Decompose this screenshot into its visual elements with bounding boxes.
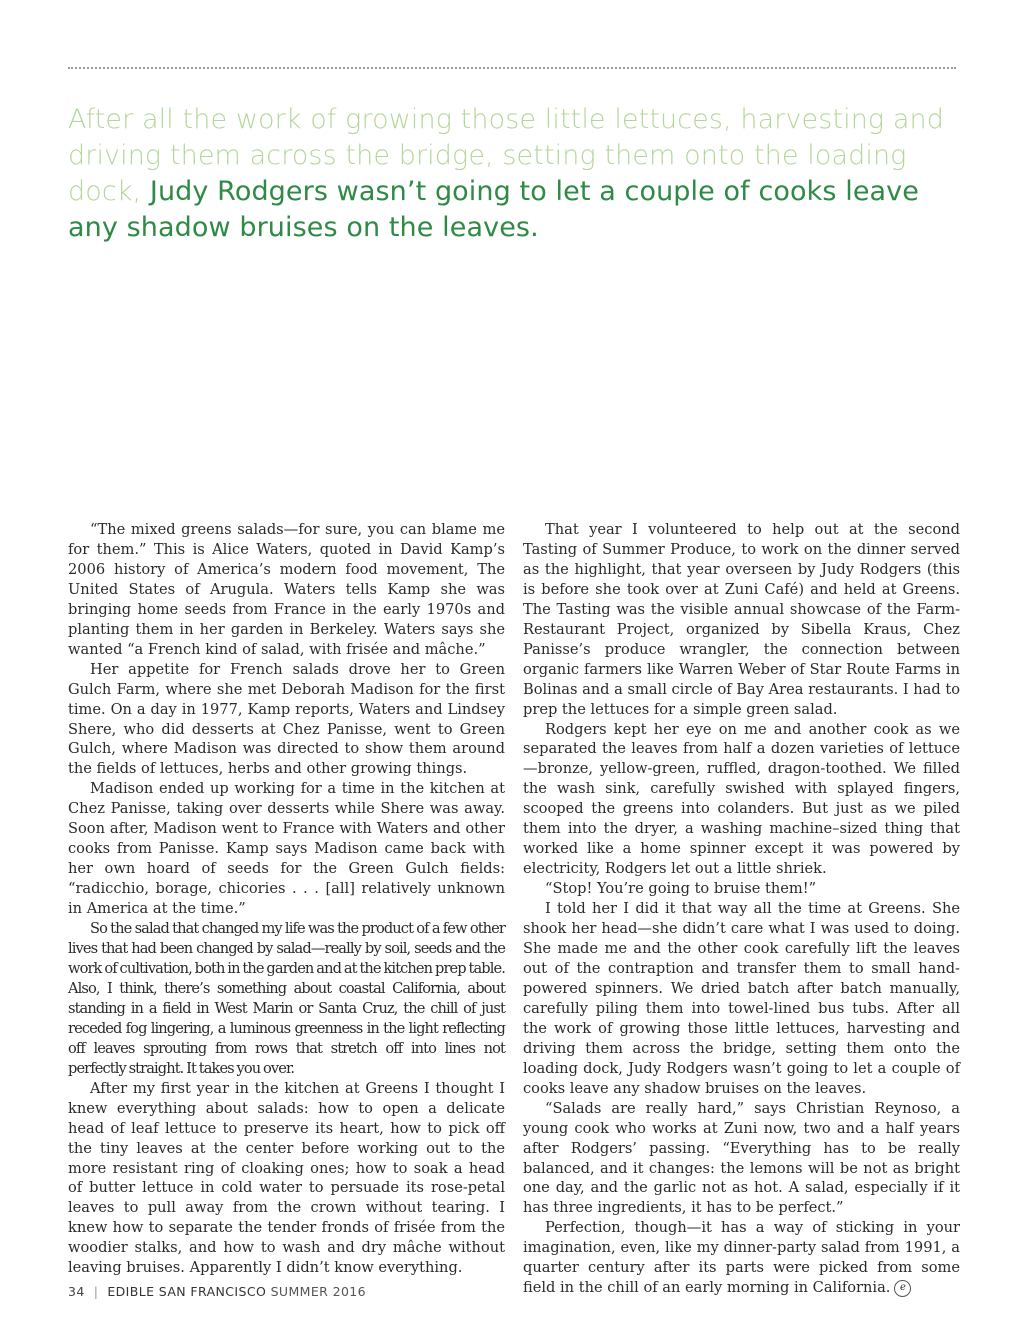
article-paragraph: Rodgers kept her eye on me and another cook as we separated the leaves from half a dozen varieties of lettuce—bronze, yellow-green, ruffled, dragon-toothed. We filled the wash sink, carefully swished with splayed fingers, scooped the greens into colanders. But just as we piled them into the dryer, a washing machine–sized thing that worked like a home spinner except it was powered by electricity, Rodgers let out a little shriek. (523, 720, 960, 878)
publication-name: EDIBLE SAN FRANCISCO (107, 1284, 267, 1299)
article-paragraph-final (523, 1218, 960, 1298)
article-paragraph: After my first year in the kitchen at Greens I thought I knew everything about salads: how to open a delicate head of leaf lettuce to preserve its heart, how to pick off the tiny leaves at the center before working out to the more resistant ring of cloaking ones; how to soak a head of butter lettuce in cold water to persuade its rose-petal leaves to pull away from the crown without tearing. I knew how to separate the tender fronds of frisée from the woodier stalks, and how to wash and dry mâche without leaving bruises. Apparently I didn’t know everything. (68, 1079, 505, 1277)
article-paragraph: “Stop! You’re going to bruise them!” (545, 880, 817, 898)
article-paragraph: “The mixed greens salads—for sure, you can blame me for them.” This is Alice Waters, quoted in David Kamp’s 2006 history of America’s modern food movement, The United States of Arugula. Waters tells Kamp she was bringing home seeds from France in the early 1970s and planting them in her garden in Berkeley. Waters says she wanted “a French kind of salad, with frisée and mâche.” (68, 521, 505, 658)
pull-quote-dark-text: Judy Rodgers wasn’t going to let a couple of cooks leave any shadow bruises on the leaves. (68, 176, 919, 243)
pull-quote (68, 102, 958, 246)
article-paragraph: Madison ended up working for a time in the kitchen at Chez Panisse, taking over desserts while Shere was away. Soon after, Madison went to France with Waters and other cooks from Panisse. Kamp says Madison came back with her own hoard of seeds for the Green Gulch fields: “radicchio, borage, chicories . . . [all] relatively unknown in America at the time.” (68, 780, 505, 918)
footer-separator: | (93, 1284, 99, 1299)
article-column-right (523, 520, 960, 1298)
final-paragraph-text: Perfection, though—it has a way of sticking in your imagination, even, like my dinner-party salad from 1991, a quarter century after its parts were picked from some field in the chill of an early morning in California. (523, 1219, 960, 1297)
article-paragraph: So the salad that changed my life was the product of a few other lives that had been changed by salad—really by soil, seeds and the work of cultivation, both in the garden and at the kitchen prep table. Also, I think, there’s something about coastal California, about standing in a field in West Marin or Santa Cruz, the chill of just receded fog lingering, a luminous greenness in the light reflecting off leaves sprouting from rows that stretch off into lines not perfectly straight. It takes you over. (68, 920, 505, 1077)
dotted-divider (68, 67, 956, 69)
pull-quote-light-text: After all the work of growing those little lettuces, harvesting and driving them across the bridge, setting them onto the loading dock, (68, 104, 945, 207)
article-column-left (68, 520, 505, 1278)
end-mark-icon: e (894, 1280, 911, 1297)
article-paragraph: Her appetite for French salads drove her to Green Gulch Farm, where she met Deborah Madison for the first time. On a day in 1977, Kamp reports, Waters and Lindsey Shere, who did desserts at Chez Panisse, went to Green Gulch, where Madison was directed to show them around the fields of lettuces, herbs and other growing things. (68, 660, 505, 778)
article-paragraph: That year I volunteered to help out at the second Tasting of Summer Produce, to work on the dinner served as the highlight, that year overseen by Judy Rodgers (this is before she took over at Zuni Café) and held at Greens. The Tasting was the visible annual showcase of the Farm-Restaurant Project, organized by Sibella Kraus, Chez Panisse’s produce wrangler, the connection between organic farmers like Warren Weber of Star Route Farms in Bolinas and a small circle of Bay Area restaurants. I had to prep the lettuces for a simple green salad. (523, 521, 960, 718)
issue-date: SUMMER 2016 (270, 1284, 366, 1299)
article-paragraph: I told her I did it that way all the time at Greens. She shook her head—she didn’t care what I was used to doing. She made me and the other cook carefully lift the leaves out of the contraption and transfer them to small hand-powered spinners. We dried batch after batch manually, carefully piling them into towel-lined bus tubs. After all the work of growing those little lettuces, harvesting and driving them across the bridge, setting them onto the loading dock, Judy Rodgers wasn’t going to let a couple of cooks leave any shadow bruises on the leaves. (523, 900, 960, 1097)
page-number: 34 (68, 1284, 85, 1299)
article-paragraph: “Salads are really hard,” says Christian Reynoso, a young cook who works at Zuni now, two and a half years after Rodgers’ passing. “Everything has to be really balanced, and it changes: the lemons will be not as bright one day, and the garlic not as hot. A salad, especially if it has three ingredients, it has to be perfect.” (523, 1099, 960, 1217)
page-footer (68, 1284, 366, 1299)
